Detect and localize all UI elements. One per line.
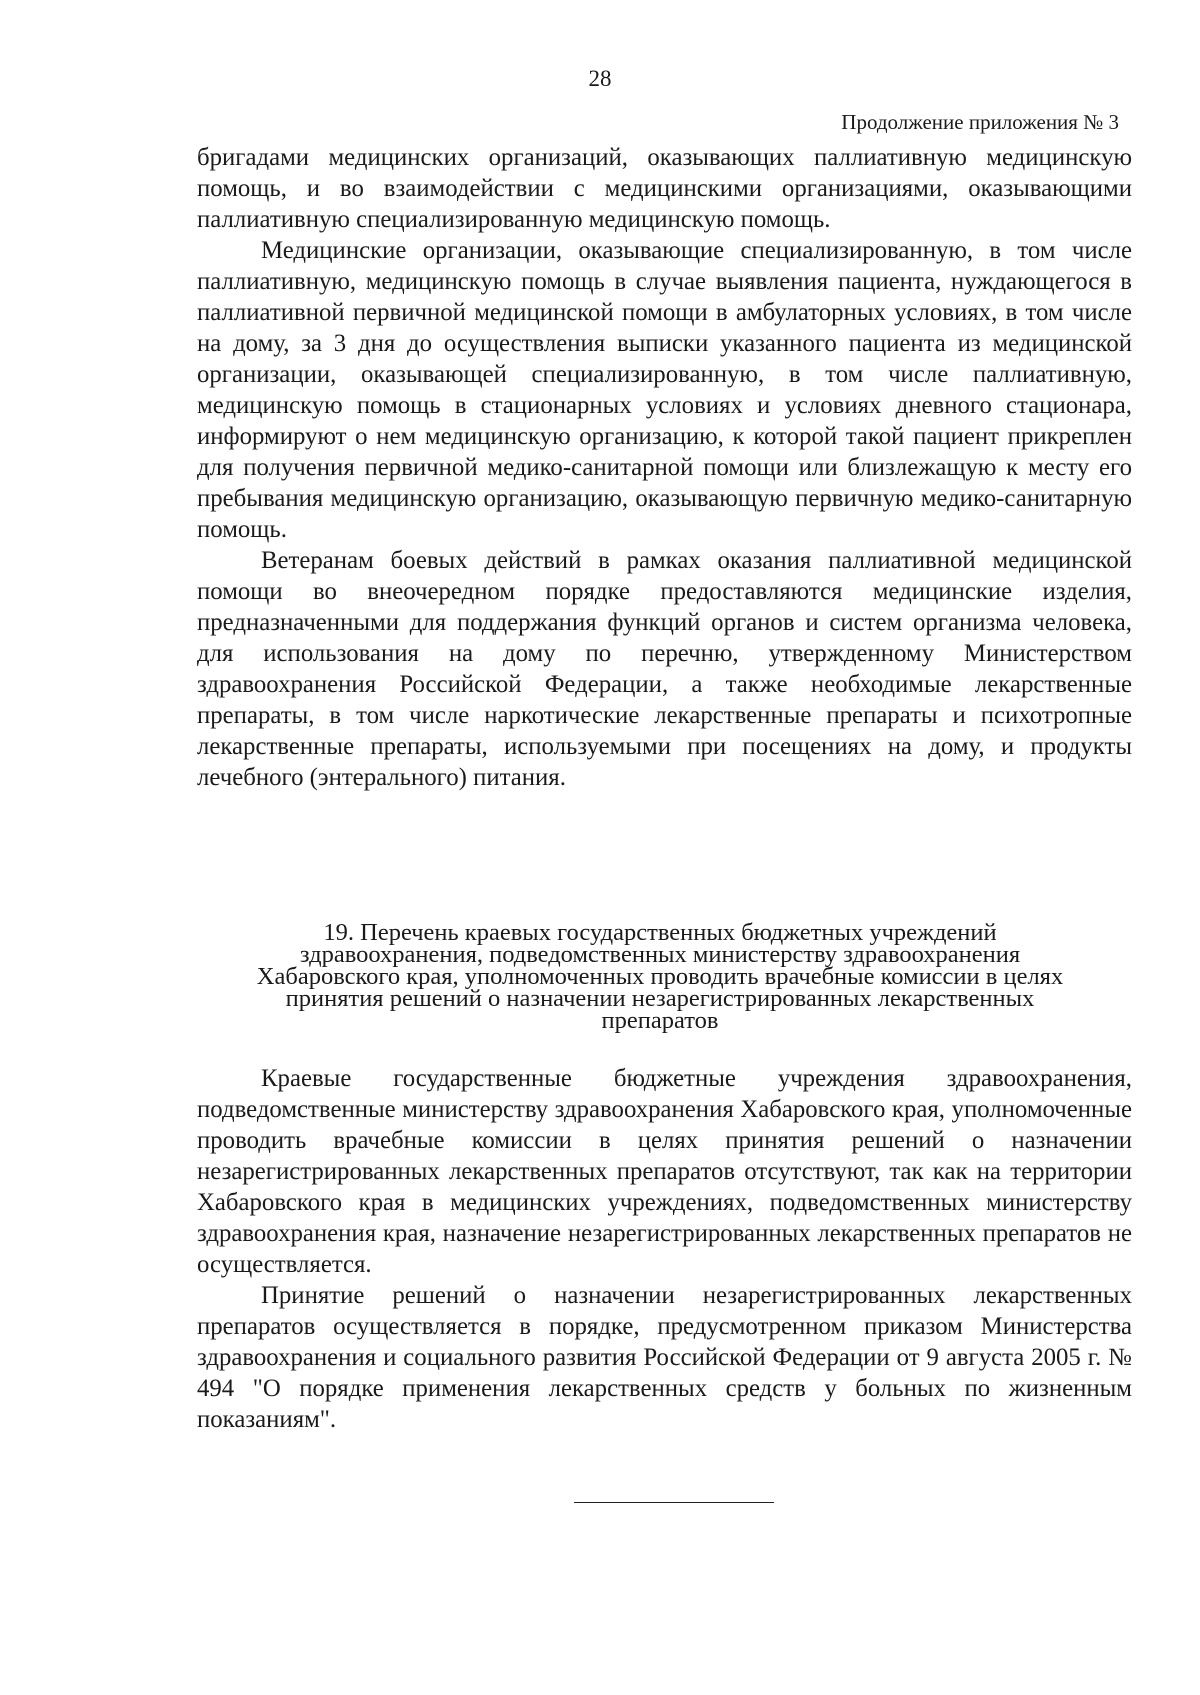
heading-line: 19. Перечень краевых государственных бюджетных учреждений (323, 919, 997, 946)
section-19-text-block (197, 1063, 1132, 1435)
section-19-heading (160, 919, 1160, 1034)
end-divider-line (574, 1502, 774, 1503)
continued-text-block (197, 142, 1132, 793)
page-number: 28 (588, 66, 612, 91)
paragraph-decision-procedure: Принятие решений о назначении незарегистрированных лекарственных препаратов осуществляется в порядке, предусмотренном приказом Министерства здравоохранения и социального развития Российской Федерации от 9 августа 2005 г. № 494 "О порядке применения лекарственных средств у больных по жизненным показаниям". (197, 1282, 1132, 1433)
paragraph-veterans: Ветеранам боевых действий в рамках оказания паллиативной медицинской помощи во внеочередном порядке предоставляются медицинские изделия, предназначенными для поддержания функций органов и систем организма человека, для использования на дому по перечню, утвержденному Министерством здравоохранения Российской Федерации, а также необходимые лекарственные препараты, в том числе наркотические лекарственные препараты и психотропные лекарственные препараты, используемыми при посещениях на дому, и продукты лечебного (энтерального) питания. (197, 547, 1132, 791)
heading-line: принятия решений о назначении незарегистрированных лекарственных (285, 985, 1035, 1012)
paragraph-continuation: бригадами медицинских организаций, оказывающих паллиативную медицинскую помощь, и во взаимодействии с медицинскими организациями, оказывающими паллиативную специализированную медицинскую помощь. (197, 144, 1132, 233)
paragraph-no-institutions: Краевые государственные бюджетные учреждения здравоохранения, подведомственные министерству здравоохранения Хабаровского края, уполномоченные проводить врачебные комиссии в целях принятия решений о назначении незарегистрированных лекарственных препаратов отсутствуют, так как на территории Хабаровского края в медицинских учреждениях, подведомственных министерству здравоохранения края, назначение незарегистрированных лекарственных препаратов не осуществляется. (197, 1065, 1132, 1278)
heading-line: Хабаровского края, уполномоченных проводить врачебные комиссии в целях (256, 963, 1064, 990)
paragraph-specialized-care: Медицинские организации, оказывающие специализированную, в том числе паллиативную, медицинскую помощь в случае выявления пациента, нуждающегося в паллиативной первичной медицинской помощи в амбулаторных условиях, в том числе на дому, за 3 дня до осуществления выписки указанного пациента из медицинской организации, оказывающей специализированную, в том числе паллиативную, медицинскую помощь в стационарных условиях и условиях дневного стационара, информируют о нем медицинскую организацию, к которой такой пациент прикреплен для получения первичной медико-санитарной помощи или близлежащую к месту его пребывания медицинскую организацию, оказывающую первичную медико-санитарную помощь. (197, 237, 1132, 543)
appendix-continuation-note: Продолжение приложения № 3 (841, 110, 1119, 134)
heading-line: препаратов (601, 1007, 719, 1034)
heading-line: здравоохранения, подведомственных министерству здравоохранения (299, 941, 1021, 968)
